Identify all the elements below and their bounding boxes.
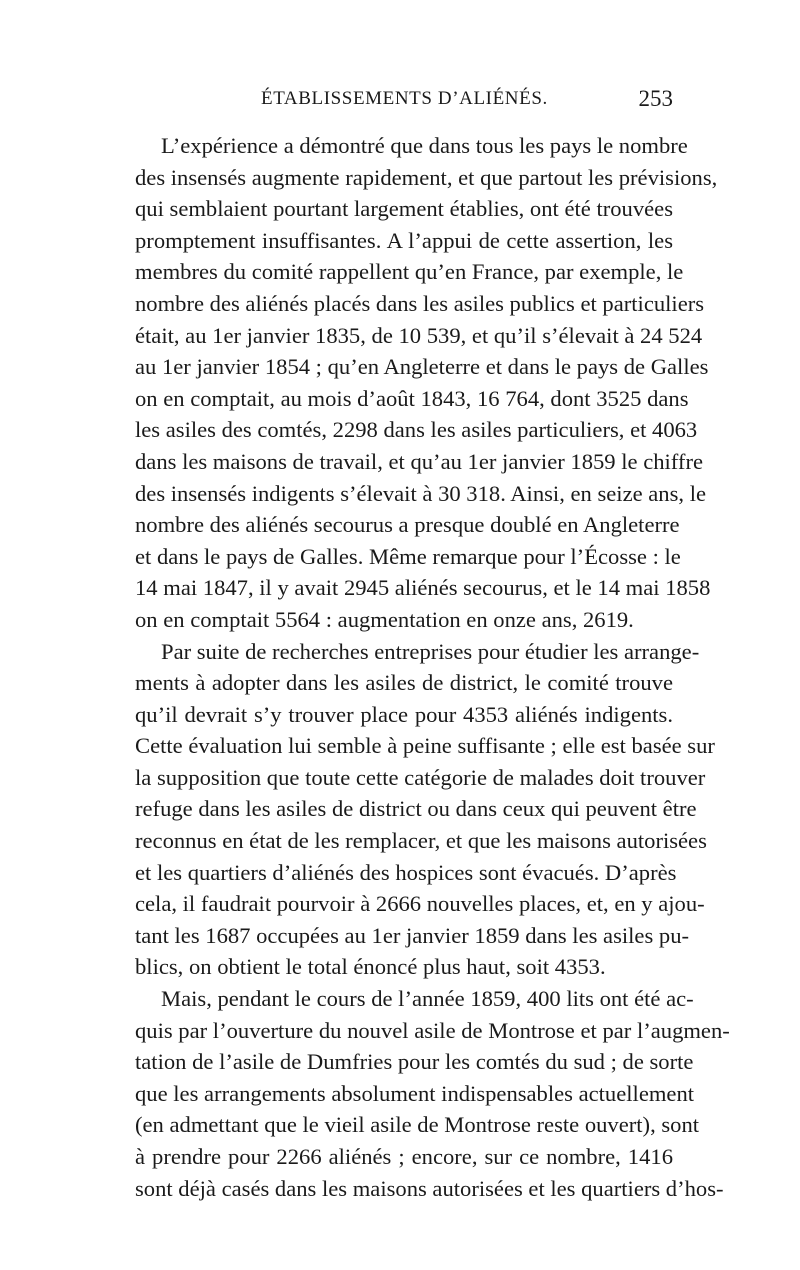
page-header <box>135 88 673 118</box>
body-text <box>135 130 730 1204</box>
text-line: et les quartiers d’aliénés des hospices sont évacués. D’après <box>135 859 677 885</box>
text-line: sont déjà casés dans les maisons autorisées et les quartiers d’hos- <box>135 1175 724 1201</box>
text-line: Mais, pendant le cours de l’année 1859, 400 lits ont été ac- <box>161 986 694 1012</box>
text-line: au 1er janvier 1854 ; qu’en Angleterre et dans le pays de Galles <box>135 354 709 380</box>
text-line: quis par l’ouverture du nouvel asile de Montrose et par l’augmen- <box>135 1017 730 1043</box>
text-line: promptement insuffisantes. A l’appui de cette assertion, les <box>135 227 673 253</box>
text-line: dans les maisons de travail, et qu’au 1er janvier 1859 le chiffre <box>135 448 703 474</box>
text-line: nombre des aliénés secourus a presque doublé en Angleterre <box>135 512 680 538</box>
text-line: membres du comité rappellent qu’en France, par exemple, le <box>135 259 684 285</box>
text-line: ments à adopter dans les asiles de district, le comité trouve <box>135 670 673 696</box>
text-line: et dans le pays de Galles. Même remarque pour l’Écosse : le <box>135 543 681 569</box>
text-line: 14 mai 1847, il y avait 2945 aliénés secourus, et le 14 mai 1858 <box>135 575 711 601</box>
text-line: qui semblaient pourtant largement établies, ont été trouvées <box>135 196 673 222</box>
text-line: les asiles des comtés, 2298 dans les asiles particuliers, et 4063 <box>135 417 698 443</box>
text-line: blics, on obtient le total énoncé plus haut, soit 4353. <box>135 954 606 980</box>
text-line: (en admettant que le vieil asile de Montrose reste ouvert), sont <box>135 1112 700 1138</box>
text-line: on en comptait 5564 : augmentation en onze ans, 2619. <box>135 606 634 632</box>
text-line: tant les 1687 occupées au 1er janvier 1859 dans les asiles pu- <box>135 922 690 948</box>
text-line: était, au 1er janvier 1835, de 10 539, et qu’il s’élevait à 24 524 <box>135 322 703 348</box>
text-line: à prendre pour 2266 aliénés ; encore, sur ce nombre, 1416 <box>135 1144 673 1169</box>
paragraph-1 <box>135 130 718 636</box>
text-line: nombre des aliénés placés dans les asiles publics et particuliers <box>135 290 705 316</box>
text-line: cela, il faudrait pourvoir à 2666 nouvelles places, et, en y ajou- <box>135 891 705 917</box>
paragraph-2 <box>135 636 715 984</box>
text-line: qu’il devrait s’y trouver place pour 4353 aliénés indigents. <box>135 701 673 727</box>
text-line: refuge dans les asiles de district ou dans ceux qui peuvent être <box>135 796 697 822</box>
text-line: des insensés augmente rapidement, et que partout les prévisions, <box>135 164 718 190</box>
text-line: des insensés indigents s’élevait à 30 318. Ainsi, en seize ans, le <box>135 480 706 506</box>
text-line: Cette évaluation lui semble à peine suffisante ; elle est basée sur <box>135 733 715 759</box>
text-line: la supposition que toute cette catégorie de malades doit trouver <box>135 764 706 790</box>
text-line: tation de l’asile de Dumfries pour les comtés du sud ; de sorte <box>135 1049 694 1075</box>
text-line: Par suite de recherches entreprises pour étudier les arrange- <box>161 638 700 664</box>
text-line: L’expérience a démontré que dans tous les pays le nombre <box>161 133 688 158</box>
text-line: on en comptait, au mois d’août 1843, 16 764, dont 3525 dans <box>135 385 689 411</box>
page-number: 253 <box>638 86 673 111</box>
text-line: que les arrangements absolument indispensables actuellement <box>135 1080 695 1106</box>
paragraph-3 <box>135 983 730 1204</box>
text-line: reconnus en état de les remplacer, et que les maisons autorisées <box>135 828 707 854</box>
running-title: ÉTABLISSEMENTS D’ALIÉNÉS. <box>261 88 548 109</box>
